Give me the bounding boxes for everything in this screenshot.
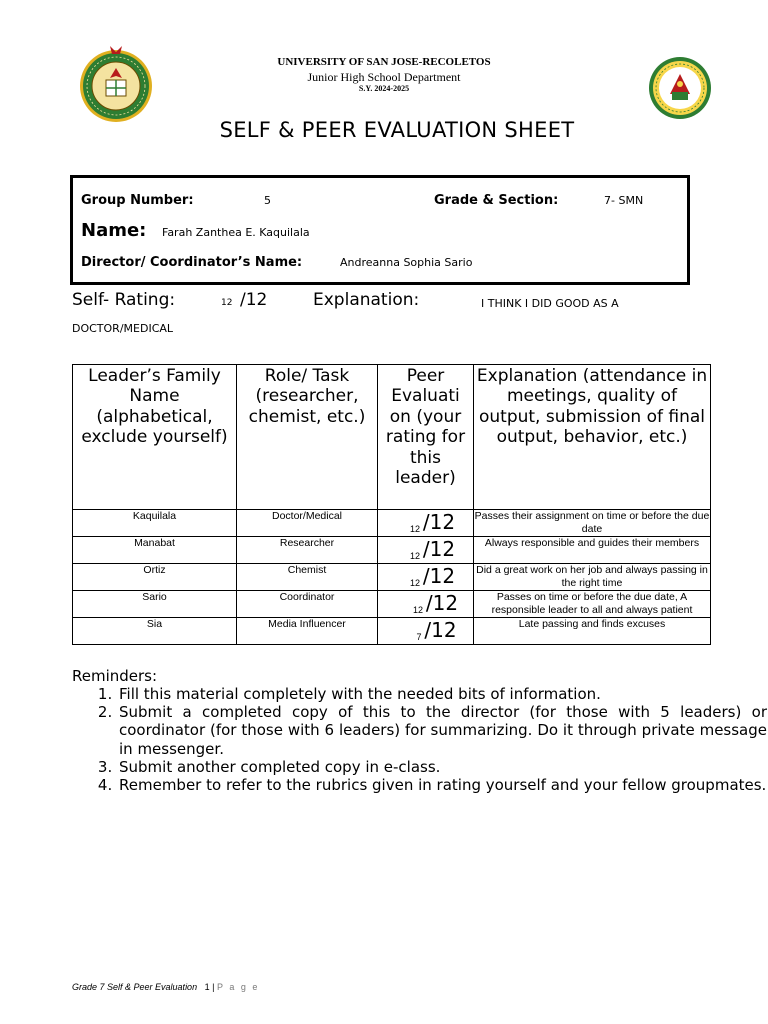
grade-section-label: Grade & Section: <box>434 193 559 208</box>
row-name: Sia <box>73 618 237 645</box>
footer-separator: | <box>212 982 215 992</box>
row-rating <box>378 564 474 591</box>
row-out-of: /12 <box>422 564 456 588</box>
school-year: S.Y. 2024-2025 <box>358 84 410 93</box>
name-value: Farah Zanthea E. Kaquilala <box>162 226 310 239</box>
department-name: Junior High School Department <box>307 70 461 84</box>
row-score: 12 <box>409 551 420 561</box>
row-explanation: Always responsible and guides their members <box>474 537 711 564</box>
row-explanation: Did a great work on her job and always passing in the right time <box>474 564 711 591</box>
footer-page-word: P a g e <box>216 982 260 992</box>
row-score: 12 <box>409 578 420 588</box>
table-header-row <box>73 365 711 510</box>
row-name: Manabat <box>73 537 237 564</box>
row-rating <box>378 510 474 537</box>
reminders-list <box>72 685 767 794</box>
header-peer-evaluation: Peer Evaluati on (your rating for this leader) <box>378 365 474 510</box>
row-rating <box>378 537 474 564</box>
reminders-title: Reminders: <box>72 667 158 685</box>
row-explanation: Late passing and finds excuses <box>474 618 711 645</box>
row-out-of: /12 <box>425 591 459 615</box>
row-name: Kaquilala <box>73 510 237 537</box>
row-name: Ortiz <box>73 564 237 591</box>
page-footer <box>72 982 259 992</box>
header-role-task: Role/ Task (researcher, chemist, etc.) <box>237 365 378 510</box>
row-name: Sario <box>73 591 237 618</box>
row-score: 12 <box>409 524 420 534</box>
row-score: 12 <box>412 605 423 615</box>
row-role: Researcher <box>237 537 378 564</box>
peer-evaluation-table <box>72 364 711 645</box>
page-title: SELF & PEER EVALUATION SHEET <box>219 118 575 142</box>
self-rating-score: 12 <box>221 298 233 308</box>
row-out-of: /12 <box>424 618 457 642</box>
header-explanation: Explanation (attendance in meetings, quality of output, submission of final output, behavior, etc.) <box>474 365 711 510</box>
footer-doc-name: Grade 7 Self & Peer Evaluation <box>72 982 198 992</box>
self-explanation-label: Explanation: <box>313 290 420 310</box>
director-label: Director/ Coordinator’s Name: <box>81 255 303 270</box>
table-row <box>73 618 711 645</box>
table-row <box>73 510 711 537</box>
list-item: 4. Remember to refer to the rubrics given in rating yourself and your fellow groupmates. <box>117 776 767 794</box>
table-row <box>73 537 711 564</box>
row-role: Doctor/Medical <box>237 510 378 537</box>
group-number-label: Group Number: <box>81 193 194 208</box>
grade-section-value: 7- SMN <box>604 194 644 207</box>
footer-page-number: 1 <box>204 982 210 992</box>
list-item: 3. Submit another completed copy in e-class. <box>117 758 767 776</box>
row-explanation: Passes on time or before the due date, A responsible leader to all and always patient <box>474 591 711 618</box>
director-value: Andreanna Sophia Sario <box>340 256 473 269</box>
group-number-value: 5 <box>264 194 271 207</box>
self-explanation-line2: DOCTOR/MEDICAL <box>72 322 174 335</box>
list-item: 1. Fill this material completely with the needed bits of information. <box>117 685 767 703</box>
table-row <box>73 591 711 618</box>
name-label: Name: <box>81 220 147 241</box>
row-out-of: /12 <box>422 537 456 561</box>
table-row <box>73 564 711 591</box>
row-out-of: /12 <box>422 510 456 534</box>
row-role: Media Influencer <box>237 618 378 645</box>
row-role: Chemist <box>237 564 378 591</box>
row-rating <box>378 618 474 645</box>
row-explanation: Passes their assignment on time or before the due date <box>474 510 710 535</box>
row-score: 7 <box>416 632 422 642</box>
self-explanation-line1: I THINK I DID GOOD AS A <box>481 297 619 310</box>
university-name: UNIVERSITY OF SAN JOSE-RECOLETOS <box>277 56 491 68</box>
row-rating <box>378 591 474 618</box>
list-item: 2. Submit a completed copy of this to the director (for those with 5 leaders) or coordinator (for those with 6 leaders) for summarizing. Do it through private message in messenger. <box>117 703 767 758</box>
self-rating-out-of: /12 <box>240 290 268 310</box>
header-family-name: Leader’s Family Name (alphabetical, exclude yourself) <box>73 365 237 510</box>
row-role: Coordinator <box>237 591 378 618</box>
self-rating-label: Self- Rating: <box>72 290 176 310</box>
